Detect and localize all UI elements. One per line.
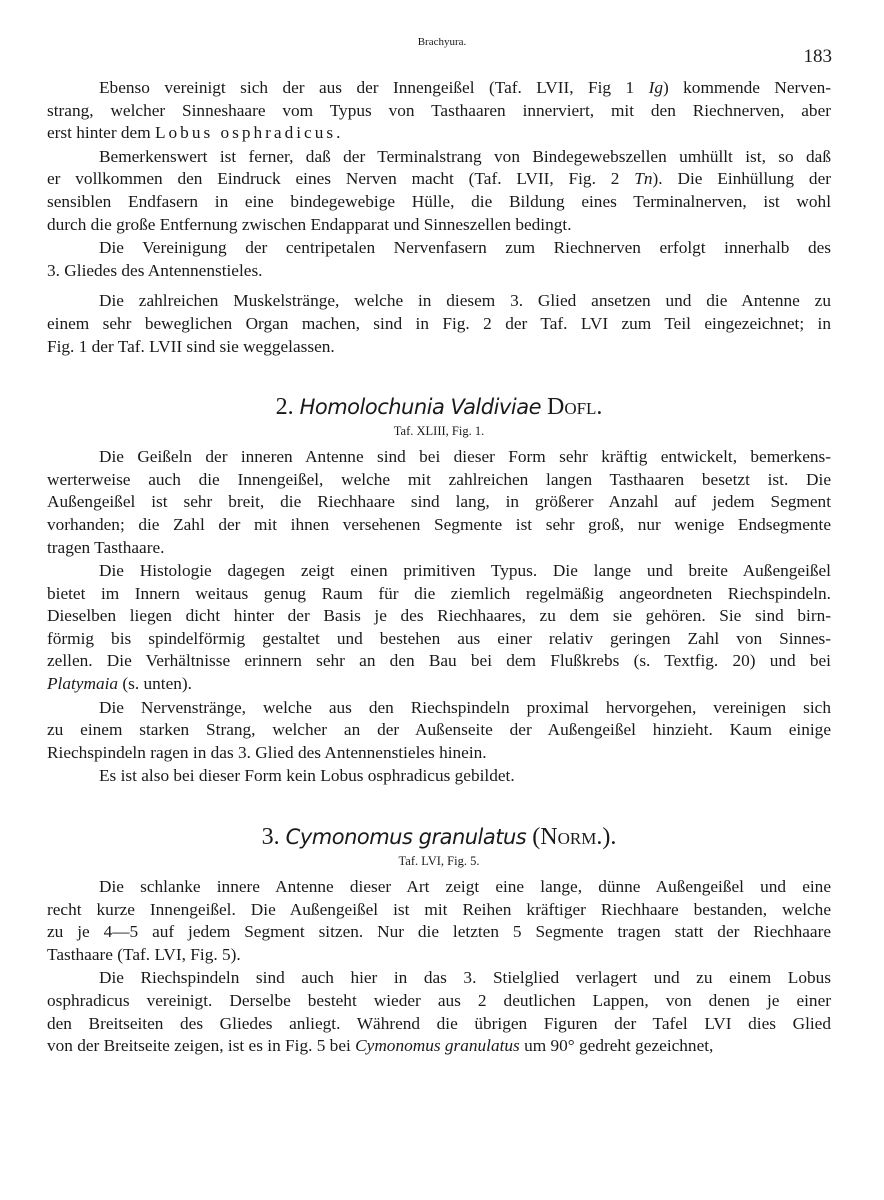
text-line [47,146,831,169]
text-run: zu einem starken Strang, welcher an der Außenseite der Außengeißel hinzieht. Kaum einige [47,720,831,740]
text-run: Die Vereinigung der centripetalen Nervenfasern zum Riechnerven erfolgt innerhalb des [99,238,831,258]
text-run: um 90° gedreht gezeichnet, [519,1036,714,1056]
text-line [47,583,831,606]
paragraph [47,560,831,696]
section-heading [47,822,831,852]
text-run: vorhanden; die Zahl der mit ihnen versehenen Segmente ist sehr groß, nur wenige Endsegmente [47,514,831,534]
paragraph [47,967,831,1057]
paragraph [47,446,831,559]
text-line [47,944,831,967]
text-line [47,392,831,422]
text-run: ). [602,824,617,851]
text-line [47,742,831,765]
text-line [47,876,831,899]
text-line [47,697,831,720]
text-line [47,673,831,696]
text-line [47,1013,831,1036]
text-line [47,560,831,583]
small-caps-text: Dofl. [540,394,603,421]
text-run: den Breitseiten des Gliedes anliegt. Während die übrigen Figuren der Tafel LVI dies Glied [47,1013,831,1033]
text-line [47,336,831,359]
text-run: Bemerkenswert ist ferner, daß der Terminalstrang von Bindegewebszellen umhüllt ist, so daß [99,146,831,166]
text-run: Fig. 1 der Taf. LVII sind sie weggelassen. [47,336,335,356]
text-run: einem sehr beweglichen Organ machen, sind in Fig. 2 der Taf. LVI zum Teil eingezeichnet; in [47,313,831,333]
text-line [47,214,831,237]
text-line [47,990,831,1013]
text-run: durch die große Entfernung zwischen Endapparat und Sinneszellen bedingt. [47,214,572,234]
text-run: Es ist also bei dieser Form kein Lobus osphradicus gebildet. [99,766,515,786]
text-run: erst hinter dem [47,123,155,143]
spaced-text: Lobus osphradicus [154,123,337,143]
text-run: strang, welcher Sinneshaare vom Typus von Tasthaaren innerviert, mit den Riechnerven, aber [47,100,831,120]
text-run: (s. unten). [118,674,192,694]
paragraph [47,697,831,765]
text-run: ) kommende Nerven- [662,78,832,97]
text-run: Taf. XLIII, Fig. 1. [393,424,485,439]
paragraph [47,237,831,282]
text-line [47,899,831,922]
text-line [47,1035,831,1058]
italic-text: Tn [634,169,653,189]
italic-text: Homolochunia Valdiviae [299,395,541,420]
text-run: tragen Tasthaare. [47,537,165,557]
small-caps-text: Norm. [540,824,603,851]
text-line [47,765,831,788]
text-run: 2. [275,394,300,421]
text-line [47,168,831,191]
text-run: ( [526,824,541,851]
text-run: Dieselben liegen dicht hinter der Basis je des Riechhaares, zu dem sie gehören. Sie sind birn- [47,606,831,626]
text-line [47,822,831,852]
italic-text: Ig [648,78,663,97]
text-run: bietet im Innern weitaus genug Raum für die ziemlich regelmäßig angeordneten Riechspindeln. [47,583,831,603]
paragraph [47,876,831,966]
text-run: Ebenso vereinigt sich der aus der Innengeißel (Taf. LVII, Fig 1 [99,78,649,97]
page-number: 183 [803,46,832,67]
text-line [47,469,831,492]
text-line [47,422,831,440]
italic-text: Cymonomus granulatus [355,1036,520,1056]
text-line [47,921,831,944]
text-line [47,605,831,628]
paragraph [47,77,831,145]
text-line [47,628,831,651]
text-line [47,260,831,283]
text-run: Außengeißel ist sehr breit, die Riechhaare sind lang, in größerer Anzahl auf jedem Segment [47,492,831,512]
italic-text: Platymaia [47,674,119,694]
text-run: Die Nervenstränge, welche aus den Riechspindeln proximal hervorgehen, vereinigen sich [99,697,831,717]
text-line [47,191,831,214]
text-run: 3. [261,824,286,851]
text-line [47,100,831,123]
paragraph [47,765,831,788]
text-line [47,967,831,990]
text-line [47,313,831,336]
text-line [47,122,831,145]
paragraph [47,290,831,358]
text-line [47,290,831,313]
text-run: förmig bis spindelförmig gestaltet und bestehen aus einer relativ geringen Zahl von Sinnes- [47,628,831,648]
text-run: Taf. LVI, Fig. 5. [398,854,480,869]
text-run: von der Breitseite zeigen, ist es in Fig. 5 bei [47,1036,356,1056]
text-run: ). Die Einhüllung der [652,169,832,189]
text-run: Die Riechspindeln sind auch hier in das 3. Stielglied verlagert und zu einem Lobus [99,968,831,988]
text-run: 3. Gliedes des Antennenstieles. [47,260,263,280]
text-run: Die Geißeln der inneren Antenne sind bei dieser Form sehr kräftig entwickelt, bemerkens- [99,447,831,467]
text-line [47,650,831,673]
text-run: zu je 4—5 auf jedem Segment sitzen. Nur die letzten 5 Segmente tragen statt der Riechhaare [47,922,831,942]
text-run: Tasthaare (Taf. LVI, Fig. 5). [47,944,241,964]
paragraph [47,146,831,236]
text-line [47,719,831,742]
text-line [47,237,831,260]
text-run: recht kurze Innengeißel. Die Außengeißel ist mit Reihen kräftiger Riechhaare bestanden, welche [47,899,831,919]
text-run: werterweise auch die Innengeißel, welche mit zahlreichen langen Tasthaaren besetzt ist. Die [47,469,831,489]
text-line [47,491,831,514]
text-run: Die zahlreichen Muskelstränge, welche in diesem 3. Glied ansetzen und die Antenne zu [99,291,831,311]
text-run: zellen. Die Verhältnisse erinnern sehr an den Bau bei dem Flußkrebs (s. Textfig. 20) und bei [47,651,831,671]
text-run: er vollkommen den Eindruck eines Nerven macht (Taf. LVII, Fig. 2 [47,169,635,189]
text-run: . [336,123,341,143]
text-line [47,537,831,560]
plate-reference [47,852,831,870]
text-run: Die schlanke innere Antenne dieser Art zeigt eine lange, dünne Außengeißel und eine [99,877,831,897]
text-run: Riechspindeln ragen in das 3. Glied des Antennenstieles hinein. [47,742,487,762]
text-line [47,446,831,469]
text-line [47,514,831,537]
text-run: osphradicus vereinigt. Derselbe besteht wieder aus 2 deutlichen Lappen, von denen je einer [47,991,831,1010]
text-run: sensiblen Endfasern in eine bindegewebige Hülle, die Bildung eines Terminalnerven, ist wohl [47,191,831,211]
section-heading [47,392,831,422]
running-head: Brachyura. [417,36,467,48]
page-body [47,77,831,1059]
text-line [47,77,831,100]
plate-reference [47,422,831,440]
text-line [47,852,831,870]
italic-text: Cymonomus granulatus [285,825,527,850]
text-run: Die Histologie dagegen zeigt einen primitiven Typus. Die lange und breite Außengeißel [99,561,831,581]
